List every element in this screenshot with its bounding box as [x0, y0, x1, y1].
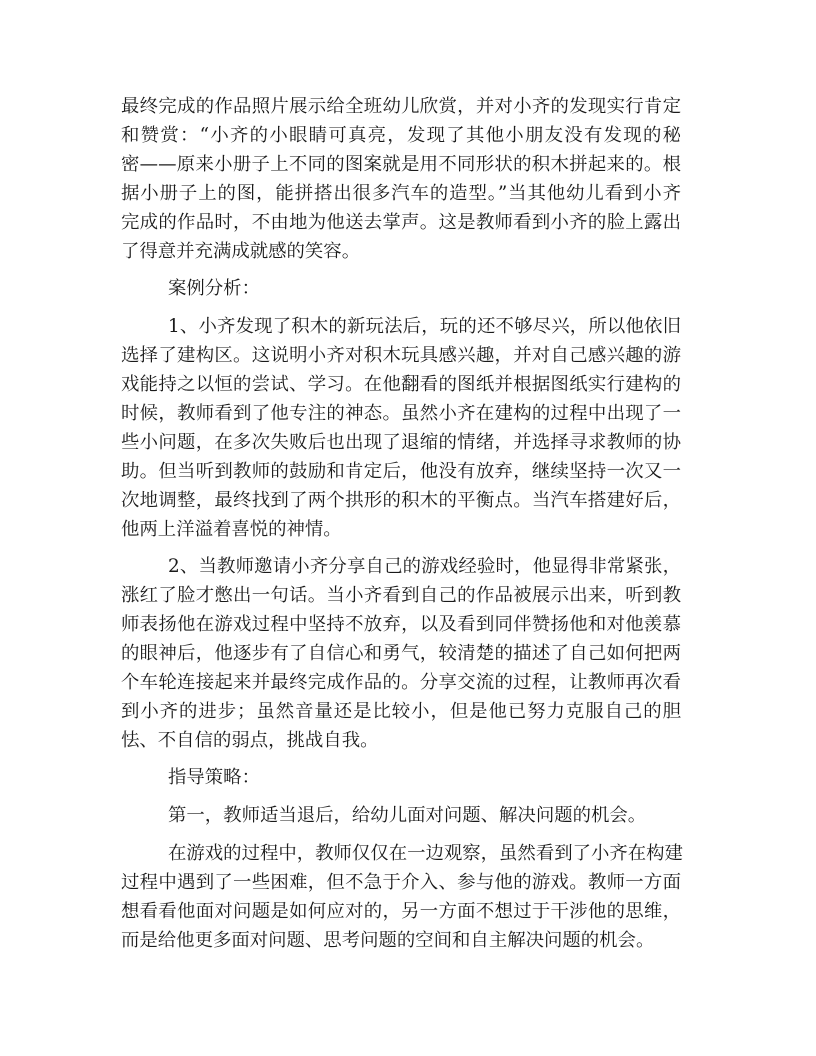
- paragraph-2-line-8: 他两上洋溢着喜悦的神情。: [121, 519, 342, 540]
- paragraph-3-line-5: 个车轮连接起来并最终完成作品的。分享交流的过程，让教师再次看: [121, 672, 681, 693]
- paragraph-1-line-4: 据小册子上的图，能拼搭出很多汽车的造型。”当其他幼儿看到小齐: [121, 183, 681, 204]
- paragraph-3-line-3: 师表扬他在游戏过程中坚持不放弃，以及看到同伴赞扬他和对他羡慕: [121, 614, 681, 635]
- paragraph-4-line-1: 在游戏的过程中，教师仅仅在一边观察，虽然看到了小齐在构建: [168, 843, 683, 864]
- paragraph-2-line-3: 戏能持之以恒的尝试、学习。在他翻看的图纸并根据图纸实行建构的: [121, 374, 681, 395]
- paragraph-2-line-7: 次地调整，最终找到了两个拱形的积木的平衡点。当汽车搭建好后，: [121, 490, 681, 511]
- paragraph-1-line-6: 了得意并充满成就感的笑容。: [121, 241, 361, 262]
- strategy-point-1: 第一，教师适当退后，给幼儿面对问题、解决问题的机会。: [168, 805, 647, 826]
- paragraph-1-line-5: 完成的作品时，不由地为他送去掌声。这是教师看到小齐的脸上露出: [121, 212, 681, 233]
- paragraph-4-line-3: 想看看他面对问题是如何应对的，另一方面不想过于干涉他的思维，: [121, 901, 681, 922]
- paragraph-1-line-3: 密——原来小册子上不同的图案就是用不同形状的积木拼起来的。根: [121, 154, 681, 175]
- paragraph-2-line-5: 些小问题，在多次失败后也出现了退缩的情绪，并选择寻求教师的协: [121, 432, 681, 453]
- paragraph-2-line-4: 时候，教师看到了他专注的神态。虽然小齐在建构的过程中出现了一: [121, 403, 681, 424]
- paragraph-2-line-6: 助。但当听到教师的鼓励和肯定后，他没有放弃，继续坚持一次又一: [121, 461, 681, 482]
- paragraph-4-line-2: 过程中遇到了一些困难，但不急于介入、参与他的游戏。教师一方面: [121, 872, 681, 893]
- paragraph-3-line-1: 2、当教师邀请小齐分享自己的游戏经验时，他显得非常紧张，: [168, 556, 681, 577]
- heading-case-analysis: 案例分析：: [168, 278, 260, 299]
- paragraph-2-line-1: 1、小齐发现了积木的新玩法后，玩的还不够尽兴，所以他依旧: [168, 316, 681, 337]
- heading-guidance-strategy: 指导策略：: [168, 767, 260, 788]
- paragraph-3-line-2: 涨红了脸才憋出一句话。当小齐看到自己的作品被展示出来，听到教: [121, 585, 681, 606]
- paragraph-3-line-7: 怯、不自信的弱点，挑战自我。: [121, 730, 379, 751]
- paragraph-3-line-4: 的眼神后，他逐步有了自信心和勇气，较清楚的描述了自己如何把两: [121, 643, 681, 664]
- paragraph-3-line-6: 到小齐的进步；虽然音量还是比较小，但是他已努力克服自己的胆: [121, 701, 681, 722]
- paragraph-2-line-2: 选择了建构区。这说明小齐对积木玩具感兴趣，并对自己感兴趣的游: [121, 345, 681, 366]
- paragraph-1-line-1: 最终完成的作品照片展示给全班幼儿欣赏，并对小齐的发现实行肯定: [121, 96, 681, 117]
- paragraph-1-line-2: 和赞赏：“小齐的小眼睛可真亮，发现了其他小朋友没有发现的秘: [121, 125, 681, 146]
- paragraph-4-line-4: 而是给他更多面对问题、思考问题的空间和自主解决问题的机会。: [121, 930, 655, 951]
